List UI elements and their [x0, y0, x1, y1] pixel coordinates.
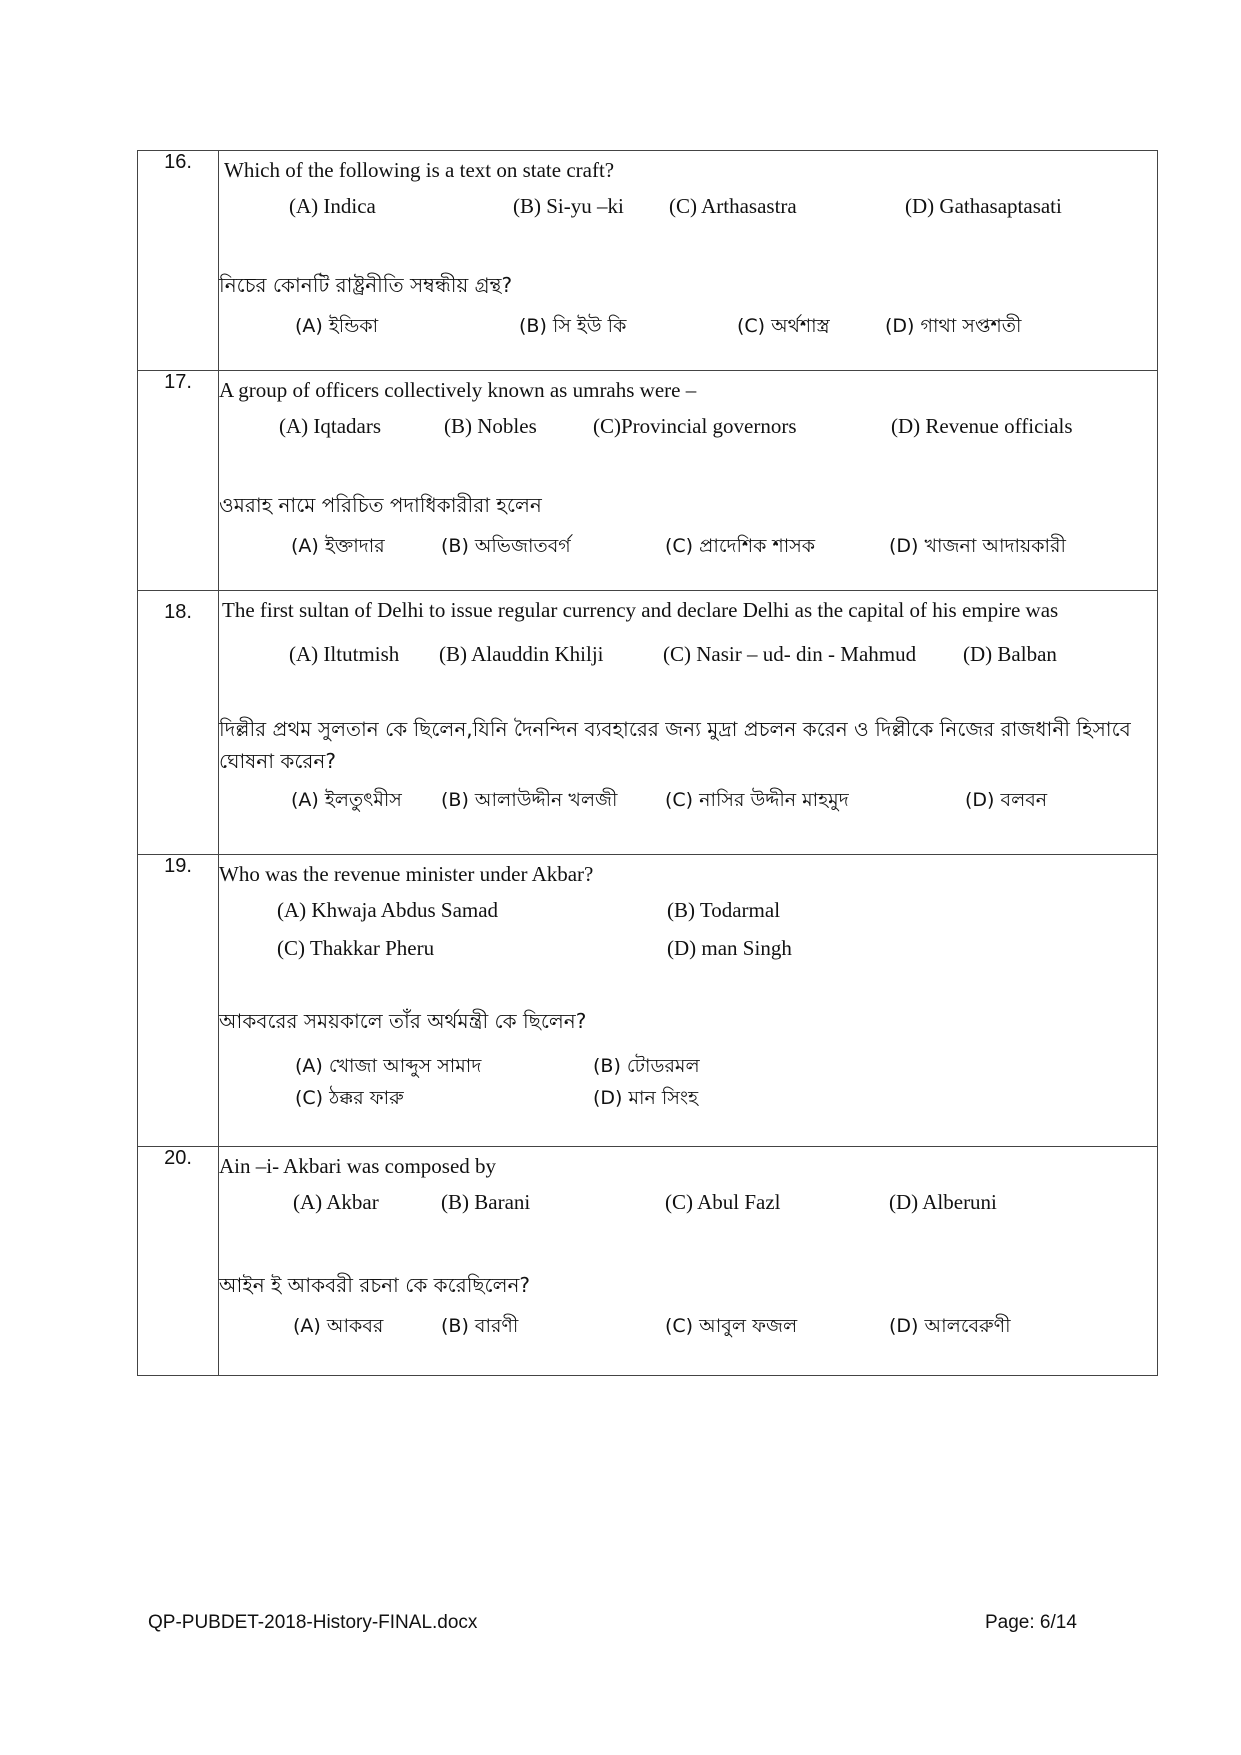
question-number: 17. — [138, 371, 219, 591]
option-b: (B) Nobles — [444, 414, 537, 438]
option-d: (D) খাজনা আদায়কারী — [889, 535, 1066, 557]
option-d: (D) Alberuni — [889, 1190, 997, 1214]
option-b: (B) Alauddin Khilji — [439, 642, 604, 666]
option-a: (A) খোজা আব্দুস সামাদ — [295, 1055, 482, 1077]
question-text-english: Which of the following is a text on state craft? — [224, 158, 615, 182]
option-a: (A) আকবর — [293, 1315, 384, 1337]
option-b: (B) Todarmal — [667, 898, 781, 922]
option-a: (A) Indica — [289, 194, 376, 218]
option-b: (B) টোডরমল — [593, 1055, 700, 1077]
options-bengali — [295, 311, 1157, 341]
option-a: (A) ইলতুৎমীস — [291, 789, 402, 811]
question-text-english: Ain –i- Akbari was composed by — [219, 1154, 497, 1178]
options-bengali — [295, 1051, 1157, 1113]
options-english — [277, 895, 1157, 963]
question-text-english: The first sultan of Delhi to issue regular currency and declare Delhi as the capital of his empire was — [222, 598, 1059, 622]
options-english — [289, 191, 1157, 221]
question-body — [219, 151, 1158, 371]
question-body — [219, 591, 1158, 855]
question-text-bengali: দিল্লীর প্রথম সুলতান কে ছিলেন,যিনি দৈনন্দিন ব্যবহারের জন্য মুদ্রা প্রচলন করেন ও দিল্লীকে নিজের রাজধানী হিসাবে ঘোষনা করেন? — [219, 717, 1131, 773]
option-c: (C) Thakkar Pheru — [277, 936, 435, 960]
option-c: (C) নাসির উদ্দীন মাহমুদ — [665, 789, 849, 811]
option-a: (A) Akbar — [293, 1190, 379, 1214]
footer-filename: QP-PUBDET-2018-History-FINAL.docx — [148, 1612, 478, 1633]
question-body — [219, 855, 1158, 1147]
options-english — [289, 639, 1157, 669]
question-row — [138, 1147, 1158, 1376]
footer-page-number: Page: 6/14 — [985, 1612, 1077, 1633]
option-a: (A) ইক্তাদার — [291, 535, 385, 557]
question-table — [137, 150, 1158, 1376]
option-a: (A) ইন্ডিকা — [295, 315, 379, 337]
option-a: (A) Khwaja Abdus Samad — [277, 898, 499, 922]
option-d: (D) গাথা সপ্তশতী — [885, 315, 1022, 337]
option-c: (C) প্রাদেশিক শাসক — [665, 535, 816, 557]
options-bengali — [291, 531, 1157, 561]
option-c: (C) আবুল ফজল — [665, 1315, 798, 1337]
question-text-bengali: ওমরাহ নামে পরিচিত পদাধিকারীরা হলেন — [219, 493, 542, 517]
option-b: (B) বারণী — [441, 1315, 519, 1337]
option-c: (C) অর্থশাস্ত্র — [737, 315, 830, 337]
option-a: (A) Iltutmish — [289, 642, 400, 666]
question-row — [138, 591, 1158, 855]
option-c: (C) Abul Fazl — [665, 1190, 781, 1214]
options-bengali — [293, 1311, 1157, 1341]
option-b: (B) Barani — [441, 1190, 531, 1214]
option-d: (D) মান সিংহ — [593, 1087, 699, 1109]
question-text-bengali: নিচের কোনটি রাষ্ট্রনীতি সম্বন্ধীয় গ্রন্থ? — [219, 273, 513, 297]
option-d: (D) Revenue officials — [891, 414, 1073, 438]
question-text-english: A group of officers collectively known as umrahs were – — [219, 378, 697, 402]
option-d: (D) আলবেরুণী — [889, 1315, 1011, 1337]
option-d: (D) বলবন — [965, 789, 1048, 811]
option-c: (C)Provincial governors — [593, 414, 797, 438]
option-c: (C) Nasir – ud- din - Mahmud — [663, 642, 917, 666]
question-number: 18. — [138, 591, 219, 855]
options-english — [279, 411, 1157, 441]
option-c: (C) Arthasastra — [669, 194, 797, 218]
question-text-bengali: আইন ই আকবরী রচনা কে করেছিলেন? — [219, 1273, 531, 1297]
option-c: (C) ঠক্কর ফারু — [295, 1087, 404, 1109]
question-body — [219, 1147, 1158, 1376]
option-b: (B) সি ইউ কি — [519, 315, 627, 337]
question-row — [138, 371, 1158, 591]
options-bengali — [291, 785, 1157, 815]
option-d: (D) Gathasaptasati — [905, 194, 1062, 218]
question-row — [138, 855, 1158, 1147]
option-b: (B) অভিজাতবর্গ — [441, 535, 571, 557]
option-d: (D) Balban — [963, 642, 1057, 666]
question-text-english: Who was the revenue minister under Akbar? — [219, 862, 594, 886]
question-text-bengali: আকবরের সময়কালে তাঁর অর্থমন্ত্রী কে ছিলেন? — [219, 1009, 587, 1033]
question-row — [138, 151, 1158, 371]
question-number: 20. — [138, 1147, 219, 1376]
option-d: (D) man Singh — [667, 936, 792, 960]
option-b: (B) Si-yu –ki — [513, 194, 624, 218]
question-number: 16. — [138, 151, 219, 371]
question-body — [219, 371, 1158, 591]
option-a: (A) Iqtadars — [279, 414, 382, 438]
question-number: 19. — [138, 855, 219, 1147]
options-english — [293, 1187, 1157, 1217]
option-b: (B) আলাউদ্দীন খলজী — [441, 789, 618, 811]
